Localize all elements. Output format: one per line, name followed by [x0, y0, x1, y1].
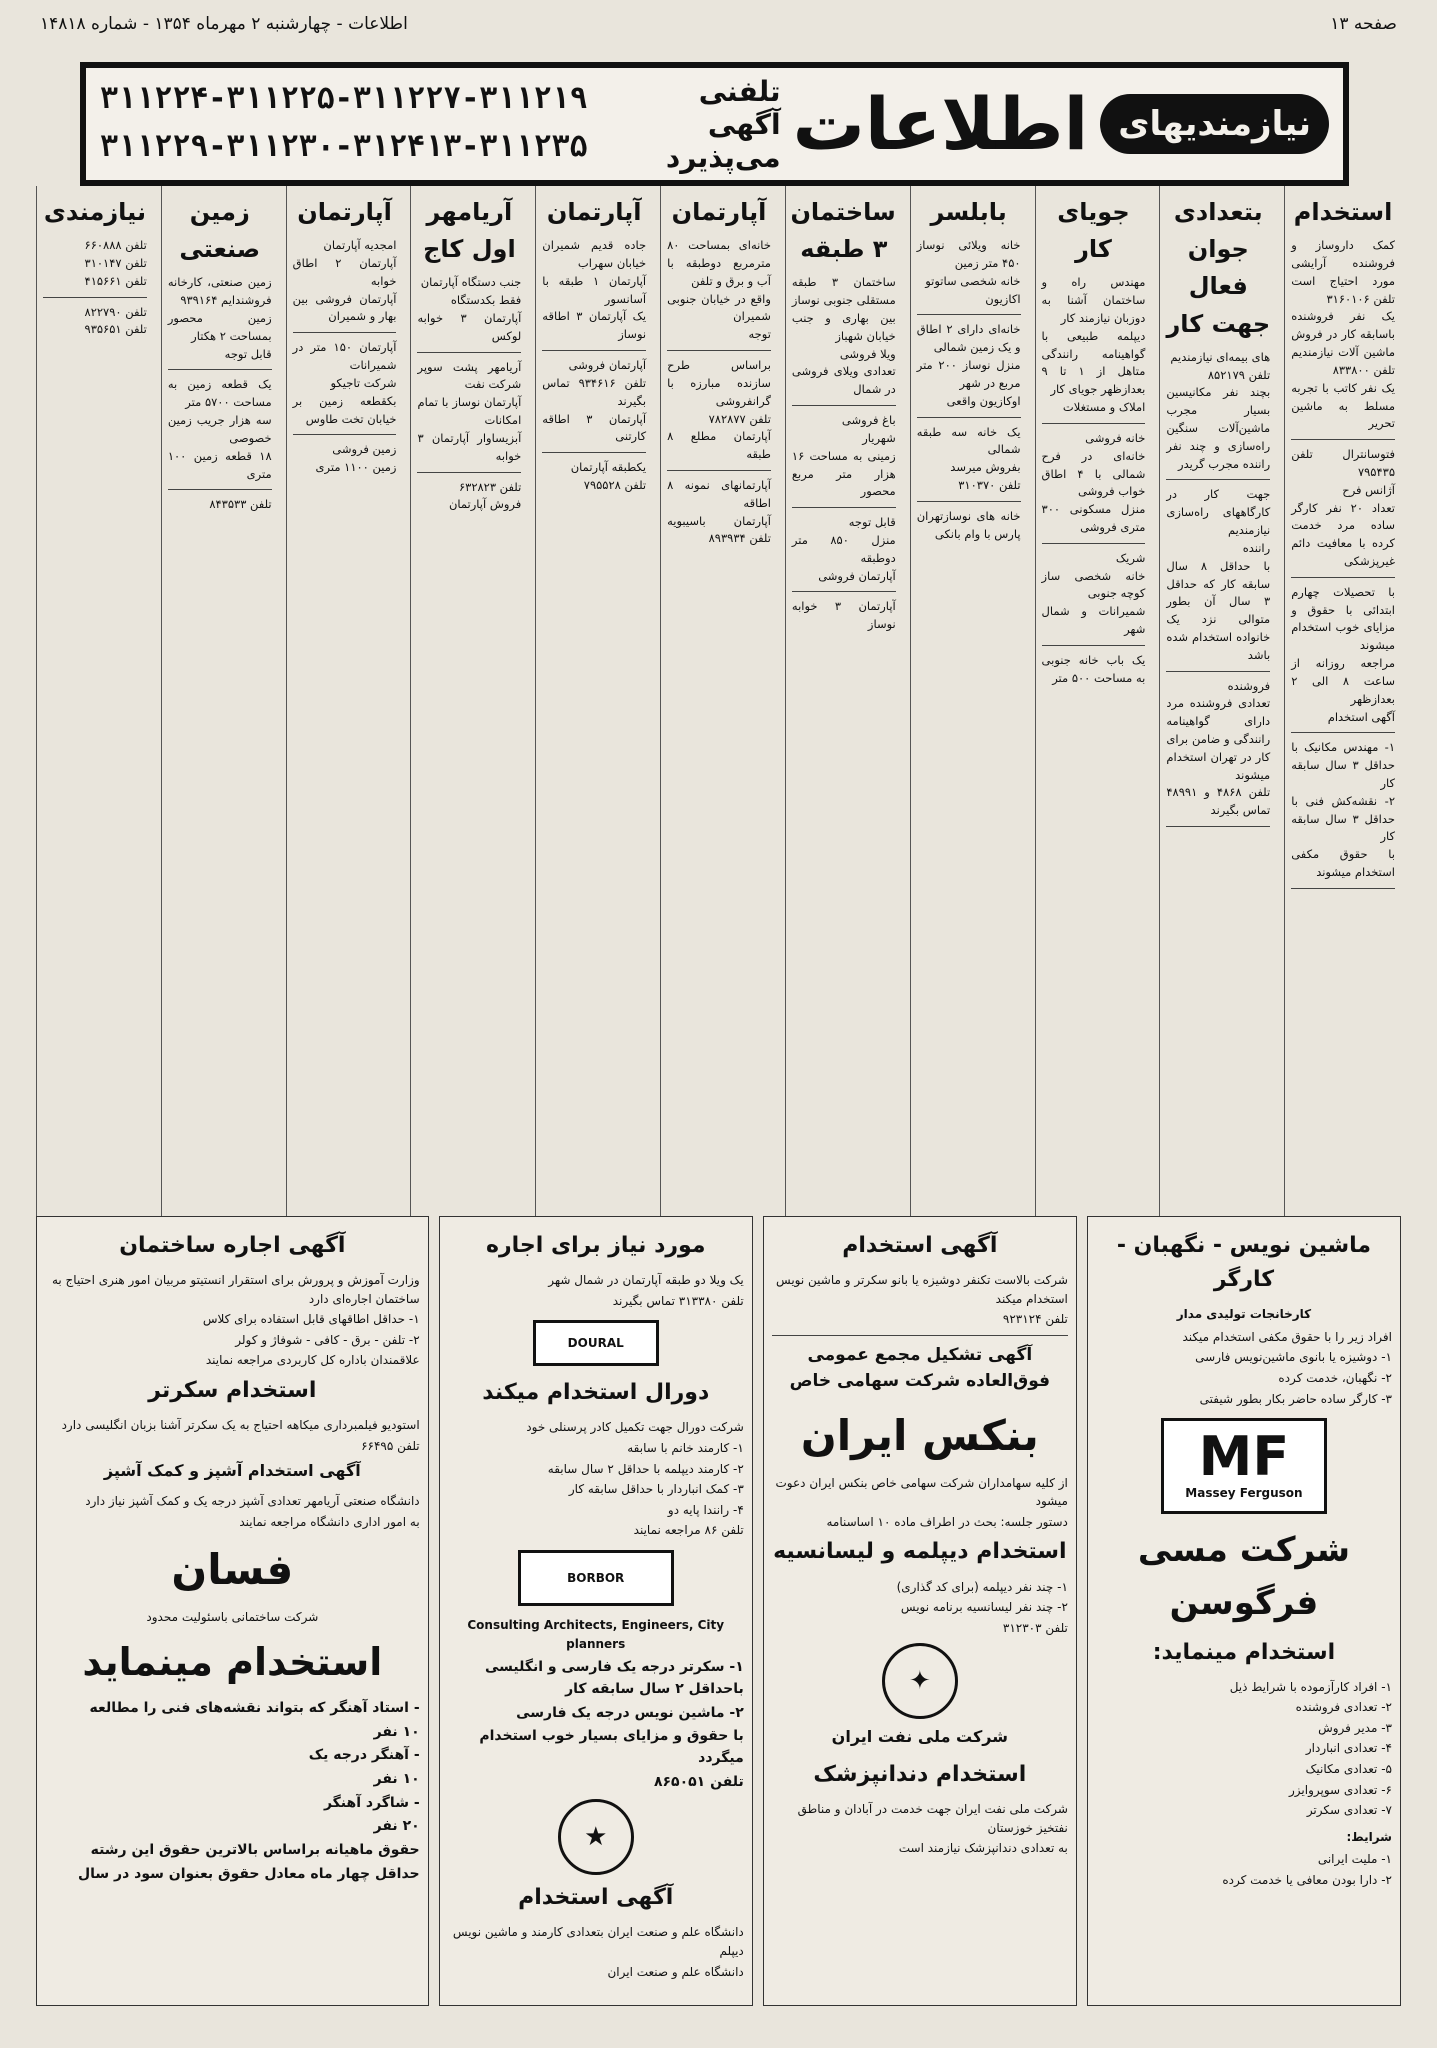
- diploma-title: استخدام دیپلمه و لیسانسیه: [773, 1539, 1067, 1565]
- classified-ad-line: تلفن ۴۸۶۸ و ۴۸۹۹۱ تماس بگیرند: [1166, 785, 1271, 818]
- secretary-lines: [45, 1416, 420, 1455]
- classified-ad-line: فروش آپارتمان: [448, 497, 522, 512]
- classified-ad-line: زمین فروشی: [332, 442, 397, 457]
- classified-ad-line: تلفن ۸۲۲۷۹۰: [84, 304, 147, 319]
- cook-lines: [45, 1492, 420, 1531]
- madar-subtitle: کارخانجات تولیدی مدار: [1176, 1307, 1312, 1322]
- phones-line-2: ۳۱۱۲۲۹-۳۱۱۲۳۰-۳۱۲۴۱۳-۳۱۱۲۳۵: [100, 128, 588, 164]
- classified-ad-line: تعدادی فروشنده مرد دارای گواهینامه رانندگی و ضامن برای کار در تهران استخدام میشوند: [1166, 696, 1271, 782]
- classified-column: [660, 186, 777, 1216]
- ad-list-item: ۱۰ نفر: [373, 1723, 420, 1740]
- classified-ad-line: آپارتمان فروشی بین بهار و شمیران: [292, 291, 397, 324]
- classified-column: [410, 186, 527, 1216]
- classified-ad-line: فتوسانترال تلفن ۷۹۵۴۳۵: [1291, 447, 1395, 479]
- doural-title: دورال استخدام میکند: [482, 1380, 710, 1406]
- classified-ad-line: با حقوق مکفی استخدام میشوند: [1291, 847, 1395, 879]
- ad-divider: [1291, 577, 1395, 578]
- dentist-lines: [772, 1800, 1068, 1858]
- classified-ad-line: کمک داروساز و فروشنده آرایشی مورد احتیاج است تلفن ۳۱۶۰۱۰۶: [1291, 238, 1395, 306]
- column-heading: استخدام: [1293, 198, 1393, 226]
- page-header: [40, 10, 1397, 38]
- classified-ad-line: آژانس فرح: [1342, 482, 1395, 497]
- massey-company-name: شرکت مسی فرگوسن: [1137, 1530, 1351, 1623]
- classified-ad-line: شرکت تاجیکو: [330, 375, 397, 390]
- classified-ad-line: با تحصیلات چهارم ابتدائی با حقوق و مزایای خوب استخدام میشوند: [1291, 584, 1395, 653]
- ad-divider: [1166, 826, 1270, 827]
- classified-ad-line: اکازیون: [985, 291, 1021, 306]
- ad-list-item: حقوق ماهیانه براساس بالاترین حقوق این رشته: [90, 1842, 420, 1859]
- ad-list-item: به تعدادی دندانپزشک نیازمند است: [898, 1841, 1068, 1856]
- classified-ad-line: زمین صنعتی، کارخانه فروشندایم ۹۳۹۱۶۴: [167, 275, 272, 308]
- classified-ad-line: آپارتمان ۱ طبقه با آسانسور: [542, 273, 647, 306]
- ad-list-item: ۱- دوشیزه یا بانوی ماشین‌نویس فارسی: [1195, 1350, 1392, 1365]
- ad-list-item: ۲- ماشین نویس درجه یک فارسی: [516, 1704, 744, 1721]
- classified-ad-line: آگهی استخدام: [1327, 709, 1395, 724]
- ad-divider: [917, 314, 1021, 315]
- doural-ad-column: [439, 1216, 753, 2006]
- ad-divider: [417, 352, 521, 353]
- ad-divider: [917, 501, 1021, 502]
- ad-list-item: به امور اداری دانشگاه مراجعه نمایند: [239, 1514, 420, 1529]
- classified-ad-line: تلفن ۶۶۰۸۸۸: [84, 238, 147, 253]
- borbor-logo-text: BORBOR: [567, 1570, 625, 1585]
- classified-ad-line: خانه شخصی ساتوتو: [925, 273, 1021, 288]
- classified-ad-line: جاده قدیم شمیران خیابان سهراب: [542, 238, 647, 270]
- classified-ad-line: یک نفر فروشنده باسابقه کار در فروش ماشین آلات نیازمندیم تلفن ۸۳۳۸۰۰: [1291, 309, 1395, 377]
- banner-brand-name: اطلاعات: [792, 82, 1089, 166]
- ad-list-item: تلفن ۹۲۳۱۲۴: [1002, 1312, 1068, 1327]
- banner-brand: [665, 74, 1329, 174]
- classified-ad-line: زمین ۱۱۰۰ متری: [315, 460, 397, 475]
- massey-items: [1096, 1678, 1392, 1820]
- classified-ad-line: آبزیساوار آپارتمان ۳ خوابه: [417, 430, 522, 463]
- ad-divider: [168, 369, 272, 370]
- classified-ad-line: توجه: [748, 327, 771, 342]
- ad-list-item: ۲۰ نفر: [373, 1818, 420, 1835]
- ballast-ad-lines: [772, 1271, 1068, 1329]
- column-heading: نیازمندی: [43, 198, 146, 226]
- ad-divider: [667, 350, 771, 351]
- classified-ad-line: قابل توجه: [848, 515, 896, 530]
- ad-list-item: ۱- کارمند خانم با سابقه: [627, 1440, 744, 1455]
- ad-list-item: ۱۰ نفر: [373, 1770, 420, 1787]
- ad-list-item: از کلیه سهامداران شرکت سهامی خاص بنکس ایران دعوت میشود: [775, 1475, 1068, 1509]
- classified-ad-line: سه هزار جریب زمین خصوصی: [167, 413, 272, 445]
- ad-list-item: - استاد آهنگر که بتواند نقشه‌های فنی را مطالعه: [89, 1699, 420, 1716]
- classified-ad-line: تلفن ۴۱۵۶۶۱: [84, 273, 147, 288]
- ad-list-item: تلفن ۶۶۴۹۵: [361, 1438, 420, 1453]
- ad-list-item: شرکت ملی نفت ایران جهت خدمت در آبادان و مناطق نفتخیز خوزستان: [797, 1802, 1068, 1835]
- classified-ad-line: آریامهر پشت سوپر شرکت نفت: [417, 359, 522, 392]
- dentist-title: استخدام دندانپزشک: [813, 1762, 1027, 1788]
- mf-logo-text: MF: [1198, 1424, 1290, 1488]
- classified-ad-line: یکطبقه آپارتمان: [570, 460, 647, 475]
- classified-ad-line: تلفن ۷۸۲۸۷۷: [708, 411, 771, 426]
- classified-ad-line: ۲- نقشه‌کش فنی با حداقل ۳ سال سابقه کار: [1291, 793, 1395, 844]
- ad-divider: [792, 591, 896, 592]
- classified-column: [286, 186, 403, 1216]
- ad-list-item: استودیو فیلمبرداری میکاهه احتیاج به یک سکرتر آشنا بزبان انگلیسی دارد: [61, 1418, 420, 1433]
- ad-list-item: تلفن ۳۱۳۳۸۰ تماس بگیرند: [612, 1293, 744, 1308]
- classified-ad-line: خانه های نوسازتهران پارس با وام بانکی: [916, 508, 1021, 541]
- classified-ad-line: منزل ۸۵۰ متر دوطبقه: [791, 532, 896, 565]
- ad-list-item: تلفن ۳۱۲۳۰۳: [1002, 1620, 1068, 1635]
- classified-ad-line: شهریار: [862, 430, 896, 445]
- classified-ad-line: با حداقل ۸ سال سابقه کار که حداقل ۳ سال آن بطور متوالی نزد یک خانواده استخدام شده باشد: [1166, 558, 1271, 662]
- classified-ad-line: خانه فروشی: [1085, 430, 1146, 445]
- classified-ad-line: املاک و مستغلات: [1062, 400, 1146, 415]
- classified-ad-line: شریک: [1115, 550, 1146, 565]
- ad-list-item: علاقمندان باداره کل کاربردی مراجعه نمایند: [205, 1353, 420, 1368]
- ad-list-item: دانشگاه علم و صنعت ایران بتعدادی کارمند و ماشین نویس دیپلم: [452, 1925, 744, 1958]
- ad-list-item: وزارت آموزش و پرورش برای استقرار انستیتو مربیان امور هنری احتیاج به ساختمان اجاره‌ای دارد: [51, 1273, 420, 1306]
- ad-divider: [792, 405, 896, 406]
- classified-ad-line: های بیمه‌ای نیازمندیم: [1170, 349, 1271, 364]
- ad-list-item: دانشگاه صنعتی آریامهر تعدادی آشپز درجه یک و کمک آشپز نیاز دارد: [85, 1494, 420, 1509]
- classified-ad-line: مهندس راه و ساختمان آشنا به دوزبان نیازمند کار: [1041, 275, 1146, 325]
- ad-list-item: یک ویلا دو طبقه آپارتمان در شمال شهر: [548, 1273, 744, 1288]
- ad-list-item: ۳- کمک انباردار با حداقل سابقه کار: [568, 1482, 744, 1497]
- classified-ad-line: یک خانه سه طبقه شمالی: [916, 424, 1021, 457]
- classified-ad-line: اوکازیون واقعی: [946, 393, 1021, 408]
- column-heading: آپارتمان: [671, 198, 767, 226]
- rental-ad-title: آگهی اجاره ساختمان: [119, 1233, 346, 1258]
- classified-ad-line: مراجعه روزانه از ساعت ۸ الی ۲ بعدازظهر: [1291, 656, 1395, 706]
- university-emblem-icon: ★: [558, 1799, 634, 1875]
- ad-list-item: با حقوق و مزایای بسیار خوب استخدام میگردد: [479, 1728, 744, 1766]
- ad-divider: [1166, 671, 1270, 672]
- ad-list-item: ۴- رانندا پایه دو: [667, 1502, 744, 1517]
- ballast-ad-title: آگهی استخدام: [842, 1233, 998, 1258]
- classified-ad-line: دیپلمه طبیعی با گواهینامه رانندگی متاهل از ۱ تا ۹ بعدازظهر جویای کار: [1041, 328, 1146, 397]
- ad-list-item: تلفن ۸۶ مراجعه نمایند: [633, 1523, 744, 1538]
- classified-ad-line: آپارتمان ۱۵۰ متر در شمیرانات: [292, 340, 397, 373]
- column-heading: جویای کار: [1057, 198, 1130, 264]
- fasan-hiring: استخدام مینماید: [82, 1640, 383, 1685]
- classified-ad-line: تلفن ۶۳۲۸۲۳: [458, 479, 522, 494]
- rent-needed-lines: [448, 1271, 744, 1310]
- ad-divider: [293, 332, 397, 333]
- ad-divider: [417, 472, 521, 473]
- classified-ad-line: آپارتمان فروشی: [818, 568, 896, 583]
- ad-divider: [1042, 645, 1146, 646]
- classified-ad-line: خانه‌ای دارای ۲ اطاق و یک زمین شمالی: [916, 322, 1021, 355]
- borbor-lines: [448, 1657, 744, 1793]
- typist-guard-title: ماشین نویس - نگهبان - کارگر: [1116, 1233, 1372, 1293]
- ad-list-item: ۲- دارا بودن معافی یا خدمت کرده: [1222, 1872, 1392, 1887]
- borbor-logo: [518, 1550, 674, 1606]
- classified-ad-line: تلفن ۷۹۵۵۲۸: [583, 477, 647, 492]
- classified-ad-line: خانه شخصی ساز کوچه جنوبی: [1041, 568, 1146, 601]
- classified-ad-line: ۱۸ قطعه زمین ۱۰۰ متری: [167, 448, 272, 481]
- ad-list-item: ۲- تلفن - برق - کافی - شوفاژ و کولر: [235, 1332, 420, 1347]
- column-heading: بابلسر: [930, 198, 1007, 226]
- phones-line-1: ۳۱۱۲۲۴-۳۱۱۲۲۵-۳۱۱۲۲۷-۳۱۱۲۱۹: [100, 80, 588, 116]
- classified-ad-line: باغ فروشی: [841, 413, 896, 428]
- column-heading: ساختمان ۳ طبقه: [790, 198, 896, 264]
- classified-ad-line: ۱- مهندس مکانیک با حداقل ۳ سال سابقه کار: [1291, 740, 1395, 790]
- ad-list-item: ۲- تعدادی فروشنده: [1295, 1700, 1392, 1715]
- classified-ad-line: آپارتمانهای نمونه ۸ اطاقه: [667, 477, 771, 510]
- divider: [772, 1335, 1068, 1336]
- classified-ad-line: تعداد ۲۰ نفر کارگر ساده مرد خدمت کرده با معافیت دائم غیرپزشکی: [1291, 500, 1395, 568]
- rent-needed-title: مورد نیاز برای اجاره: [485, 1233, 706, 1258]
- classified-column: [36, 186, 153, 1216]
- company-bigname: بنکس ایران: [800, 1410, 1039, 1460]
- classified-ad-line: ساختمان ۳ طبقه مستقلی جنوبی نوساز بین بهاری و جنب خیابان شهباز: [791, 275, 896, 343]
- ad-list-item: تلفن ۸۶۵۰۵۱: [653, 1773, 744, 1790]
- fasan-title: فسان: [171, 1545, 294, 1595]
- classified-column: [535, 186, 652, 1216]
- classified-column: [910, 186, 1027, 1216]
- classified-ad-line: زمین محصور بمساحت ۲ هکتار: [167, 311, 272, 343]
- ad-list-item: ۷- تعدادی سکرتر: [1306, 1803, 1392, 1818]
- classified-ad-line: یک قطعه زمین به مساحت ۵۷۰۰ متر: [167, 377, 272, 410]
- fasan-items: [45, 1698, 420, 1886]
- classified-ad-line: تلفن ۸۴۳۵۳۳: [209, 497, 272, 512]
- column-heading: بتعدادی جوان فعال جهت کار: [1166, 198, 1271, 338]
- classified-ad-line: آپارتمان نوساز با تمام امکانات: [417, 395, 522, 428]
- ad-divider: [43, 297, 147, 298]
- classified-ad-line: تلفن ۳۱۰۱۴۷: [84, 256, 147, 270]
- column-heading: آریامهر اول کاج: [423, 198, 516, 264]
- university-lines: [448, 1923, 744, 1981]
- borbor-subtitle: Consulting Architects, Engineers, City planners: [467, 1617, 725, 1651]
- classified-column: [785, 186, 902, 1216]
- ad-divider: [1042, 423, 1146, 424]
- ad-divider: [792, 507, 896, 508]
- banner-pill: نیازمندیهای: [1100, 94, 1329, 154]
- ad-list-item: - آهنگر درجه یک: [308, 1747, 420, 1764]
- column-heading: آپارتمان: [546, 198, 642, 226]
- doural-lines: [448, 1418, 744, 1540]
- classified-ad-line: خانه‌ای بمساحت ۸۰ مترمربع دوطبقه با آب و برق و تلفن: [667, 238, 771, 288]
- cook-title: آگهی استخدام آشپز و کمک آشپز: [103, 1461, 361, 1481]
- conditions-title: شرایط:: [1346, 1829, 1392, 1844]
- display-ads: [36, 1216, 1401, 2006]
- ad-divider: [1291, 439, 1395, 440]
- issue-line: اطلاعات - چهارشنبه ۲ مهرماه ۱۳۵۴ - شماره ۱۴۸۱۸: [40, 14, 408, 34]
- classified-ad-line: راننده: [1242, 540, 1271, 555]
- ad-divider: [293, 434, 397, 435]
- ad-list-item: شرکت دورال جهت تکمیل کادر پرسنلی خود: [526, 1420, 744, 1435]
- ad-divider: [1042, 543, 1146, 544]
- classified-columns: [36, 186, 1401, 1216]
- ad-list-item: ۱- ملیت ایرانی: [1317, 1852, 1392, 1867]
- ad-divider: [1166, 479, 1270, 480]
- classified-ad-line: جنب دستگاه آپارتمان: [420, 275, 522, 290]
- classified-ad-line: تلفن ۳۱۰۳۷۰: [958, 477, 1021, 492]
- ad-divider: [1291, 732, 1395, 733]
- classified-ad-line: آپارتمان ۲ اطاق خوابه: [292, 256, 397, 288]
- classified-ad-line: آپارتمان ۳ اطاقه کارتنی: [542, 411, 647, 444]
- banks-iran-ad-column: [763, 1216, 1077, 2006]
- classified-ad-line: آپارتمان فروشی: [568, 358, 647, 373]
- nioc-title: شرکت ملی نفت ایران: [831, 1727, 1008, 1747]
- doural-logo: [533, 1320, 659, 1366]
- classified-ad-line: شمیرانات و شمال شهر: [1041, 604, 1146, 636]
- classified-ad-line: یک باب خانه جنوبی به مساحت ۵۰۰ متر: [1041, 652, 1146, 685]
- massey-ferguson-ad-column: [1087, 1216, 1401, 2006]
- ad-list-item: شرکت بالاست تکنفر دوشیزه یا بانو سکرتر و ماشین نویس استخدام میکند: [776, 1273, 1068, 1306]
- classified-ad-line: خانه‌ای در فرح شمالی با ۴ اطاق خواب فروشی: [1041, 448, 1146, 499]
- ad-list-item: حداقل چهار ماه معادل حقوق بعنوان سود در سال: [78, 1865, 420, 1882]
- ad-divider: [168, 489, 272, 490]
- classified-ad-line: منزل نوساز ۲۰۰ متر مربع در شهر: [916, 358, 1021, 390]
- classified-ad-line: زمینی به مساحت ۱۶ هزار متر مربع محصور: [791, 448, 896, 499]
- classified-ad-line: آپارتمان باسیبویه تلفن ۸۹۳۹۳۴: [667, 513, 771, 546]
- banner-slogan: تلفنی آگهی می‌پذیرد: [665, 74, 781, 174]
- classified-ad-line: یک نفر کاتب با تجربه مسلط به ماشین تحریر: [1291, 380, 1395, 431]
- classified-ad-line: فقط بکدستگاه: [450, 293, 522, 308]
- ad-list-item: ۲- کارمند دیپلمه با حداقل ۲ سال سابقه: [547, 1461, 744, 1476]
- ad-divider: [667, 470, 771, 471]
- classified-ad-line: آپارتمان مطلع ۸ طبقه: [667, 429, 771, 462]
- secretary-title: استخدام سکرتر: [148, 1378, 317, 1404]
- page-number: صفحه ۱۳: [1330, 14, 1397, 34]
- ad-list-item: - شاگرد آهنگر: [323, 1794, 420, 1811]
- classified-ad-line: تلفن ۹۳۵۶۵۱: [84, 322, 147, 337]
- classified-ad-line: یک آپارتمان ۳ اطاقه نوساز: [542, 309, 647, 342]
- classified-ad-line: ویلا فروشی: [839, 346, 896, 361]
- classified-column: [161, 186, 278, 1216]
- classified-ad-line: آپارتمان ۳ خوابه لوکس: [417, 311, 522, 343]
- banner-phones: [100, 74, 790, 170]
- classifieds-banner: [80, 62, 1349, 186]
- ad-divider: [542, 350, 646, 351]
- ad-list-item: دانشگاه علم و صنعت ایران: [607, 1964, 744, 1979]
- diploma-lines: [772, 1578, 1068, 1638]
- classified-ad-line: منزل مسکونی ۳۰۰ متری فروشی: [1041, 502, 1146, 534]
- ad-list-item: ۳- کارگر ساده حاضر بکار بطور شیفتی: [1199, 1391, 1392, 1406]
- ad-divider: [1291, 888, 1395, 889]
- fasan-ad-column: [36, 1216, 429, 2006]
- classified-ad-line: قابل توجه: [224, 346, 272, 361]
- madar-list: [1096, 1328, 1392, 1408]
- classified-ad-line: بفروش میرسد: [950, 460, 1021, 475]
- ad-divider: [917, 417, 1021, 418]
- massey-subtitle: استخدام مینماید:: [1152, 1639, 1336, 1665]
- classified-ad-line: فروشنده: [1227, 678, 1271, 693]
- column-heading: آپارتمان: [297, 198, 392, 226]
- ad-list-item: ۱- سکرتر درجه یک فارسی و انگلیسی باحداقل ۲ سال سابقه کار: [485, 1659, 744, 1697]
- mf-logo-subtext: Massey Ferguson: [1185, 1485, 1303, 1500]
- classified-ad-line: واقع در خیابان جنوبی شمیران: [667, 291, 771, 324]
- ad-list-item: ۵- تعدادی مکانیک: [1305, 1762, 1392, 1776]
- classified-ad-line: تلفن ۸۵۲۱۷۹: [1207, 367, 1271, 382]
- university-title: آگهی استخدام: [518, 1885, 674, 1911]
- ad-list-item: ۱- حداقل اطاقهای قابل استفاده برای کلاس: [202, 1312, 420, 1327]
- ad-list-item: ۱- افراد کارآزموده با شرایط ذیل: [1229, 1679, 1392, 1694]
- ad-list-item: ۶- تعدادی سوپروایزر: [1288, 1782, 1392, 1797]
- classified-ad-line: امجدیه آپارتمان: [323, 238, 397, 253]
- nioc-emblem-icon: ✦: [882, 1643, 958, 1719]
- ad-list-item: ۴- تعدادی انباردار: [1305, 1741, 1392, 1756]
- conditions-list: [1096, 1850, 1392, 1889]
- classified-ad-line: آپارتمان ۳ خوابه نوساز: [791, 599, 896, 632]
- ad-list-item: ۲- چند نفر لیسانسیه برنامه نویس: [900, 1600, 1068, 1615]
- classified-ad-line: بچند نفر مکانیسین بسیار مجرب ماشین‌آلات سنگین راه‌سازی و چند نفر راننده مجرب گریدر: [1166, 385, 1271, 471]
- ad-list-item: ۲- نگهبان، خدمت کرده: [1278, 1370, 1392, 1385]
- classified-column: [1159, 186, 1276, 1216]
- doural-logo-text: DOURAL: [567, 1335, 624, 1350]
- assembly-lines: [772, 1474, 1068, 1532]
- classified-ad-line: خانه ویلائی نوساز ۴۵۰ متر زمین: [916, 238, 1021, 270]
- classified-ad-line: تعدادی ویلای فروشی در شمال: [791, 364, 896, 397]
- ad-divider: [542, 452, 646, 453]
- ad-list-item: دستور جلسه: بحث در اطراف ماده ۱۰ اساسنامه: [826, 1514, 1068, 1529]
- ad-list-item: افراد زیر را با حقوق مکفی استخدام میکند: [1182, 1329, 1392, 1344]
- classified-ad-line: تلفن ۹۳۴۶۱۶ تماس بگیرند: [542, 375, 647, 408]
- classified-column: [1284, 186, 1401, 1216]
- fasan-subtitle: شرکت ساختمانی باسئولیت محدود: [146, 1610, 319, 1625]
- classified-ad-line: براساس طرح سازنده مبارزه با گرانفروشی: [667, 358, 771, 408]
- assembly-title: آگهی تشکیل مجمع عمومی فوق‌العاده شرکت سهامی خاص: [789, 1344, 1051, 1392]
- classified-ad-line: جهت کار در کارگاههای راه‌سازی نیازمندیم: [1166, 487, 1271, 538]
- classified-ad-line: بکقطعه زمین بر خیابان تخت طاوس: [292, 393, 397, 426]
- rental-ad-lines: [45, 1271, 420, 1370]
- column-heading: زمین صنعتی: [179, 198, 261, 264]
- massey-ferguson-logo: [1161, 1418, 1327, 1514]
- ad-list-item: ۳- مدیر فروش: [1318, 1720, 1392, 1735]
- ad-list-item: ۱- چند نفر دیپلمه (برای کد گذاری): [896, 1579, 1068, 1594]
- classified-column: [1035, 186, 1152, 1216]
